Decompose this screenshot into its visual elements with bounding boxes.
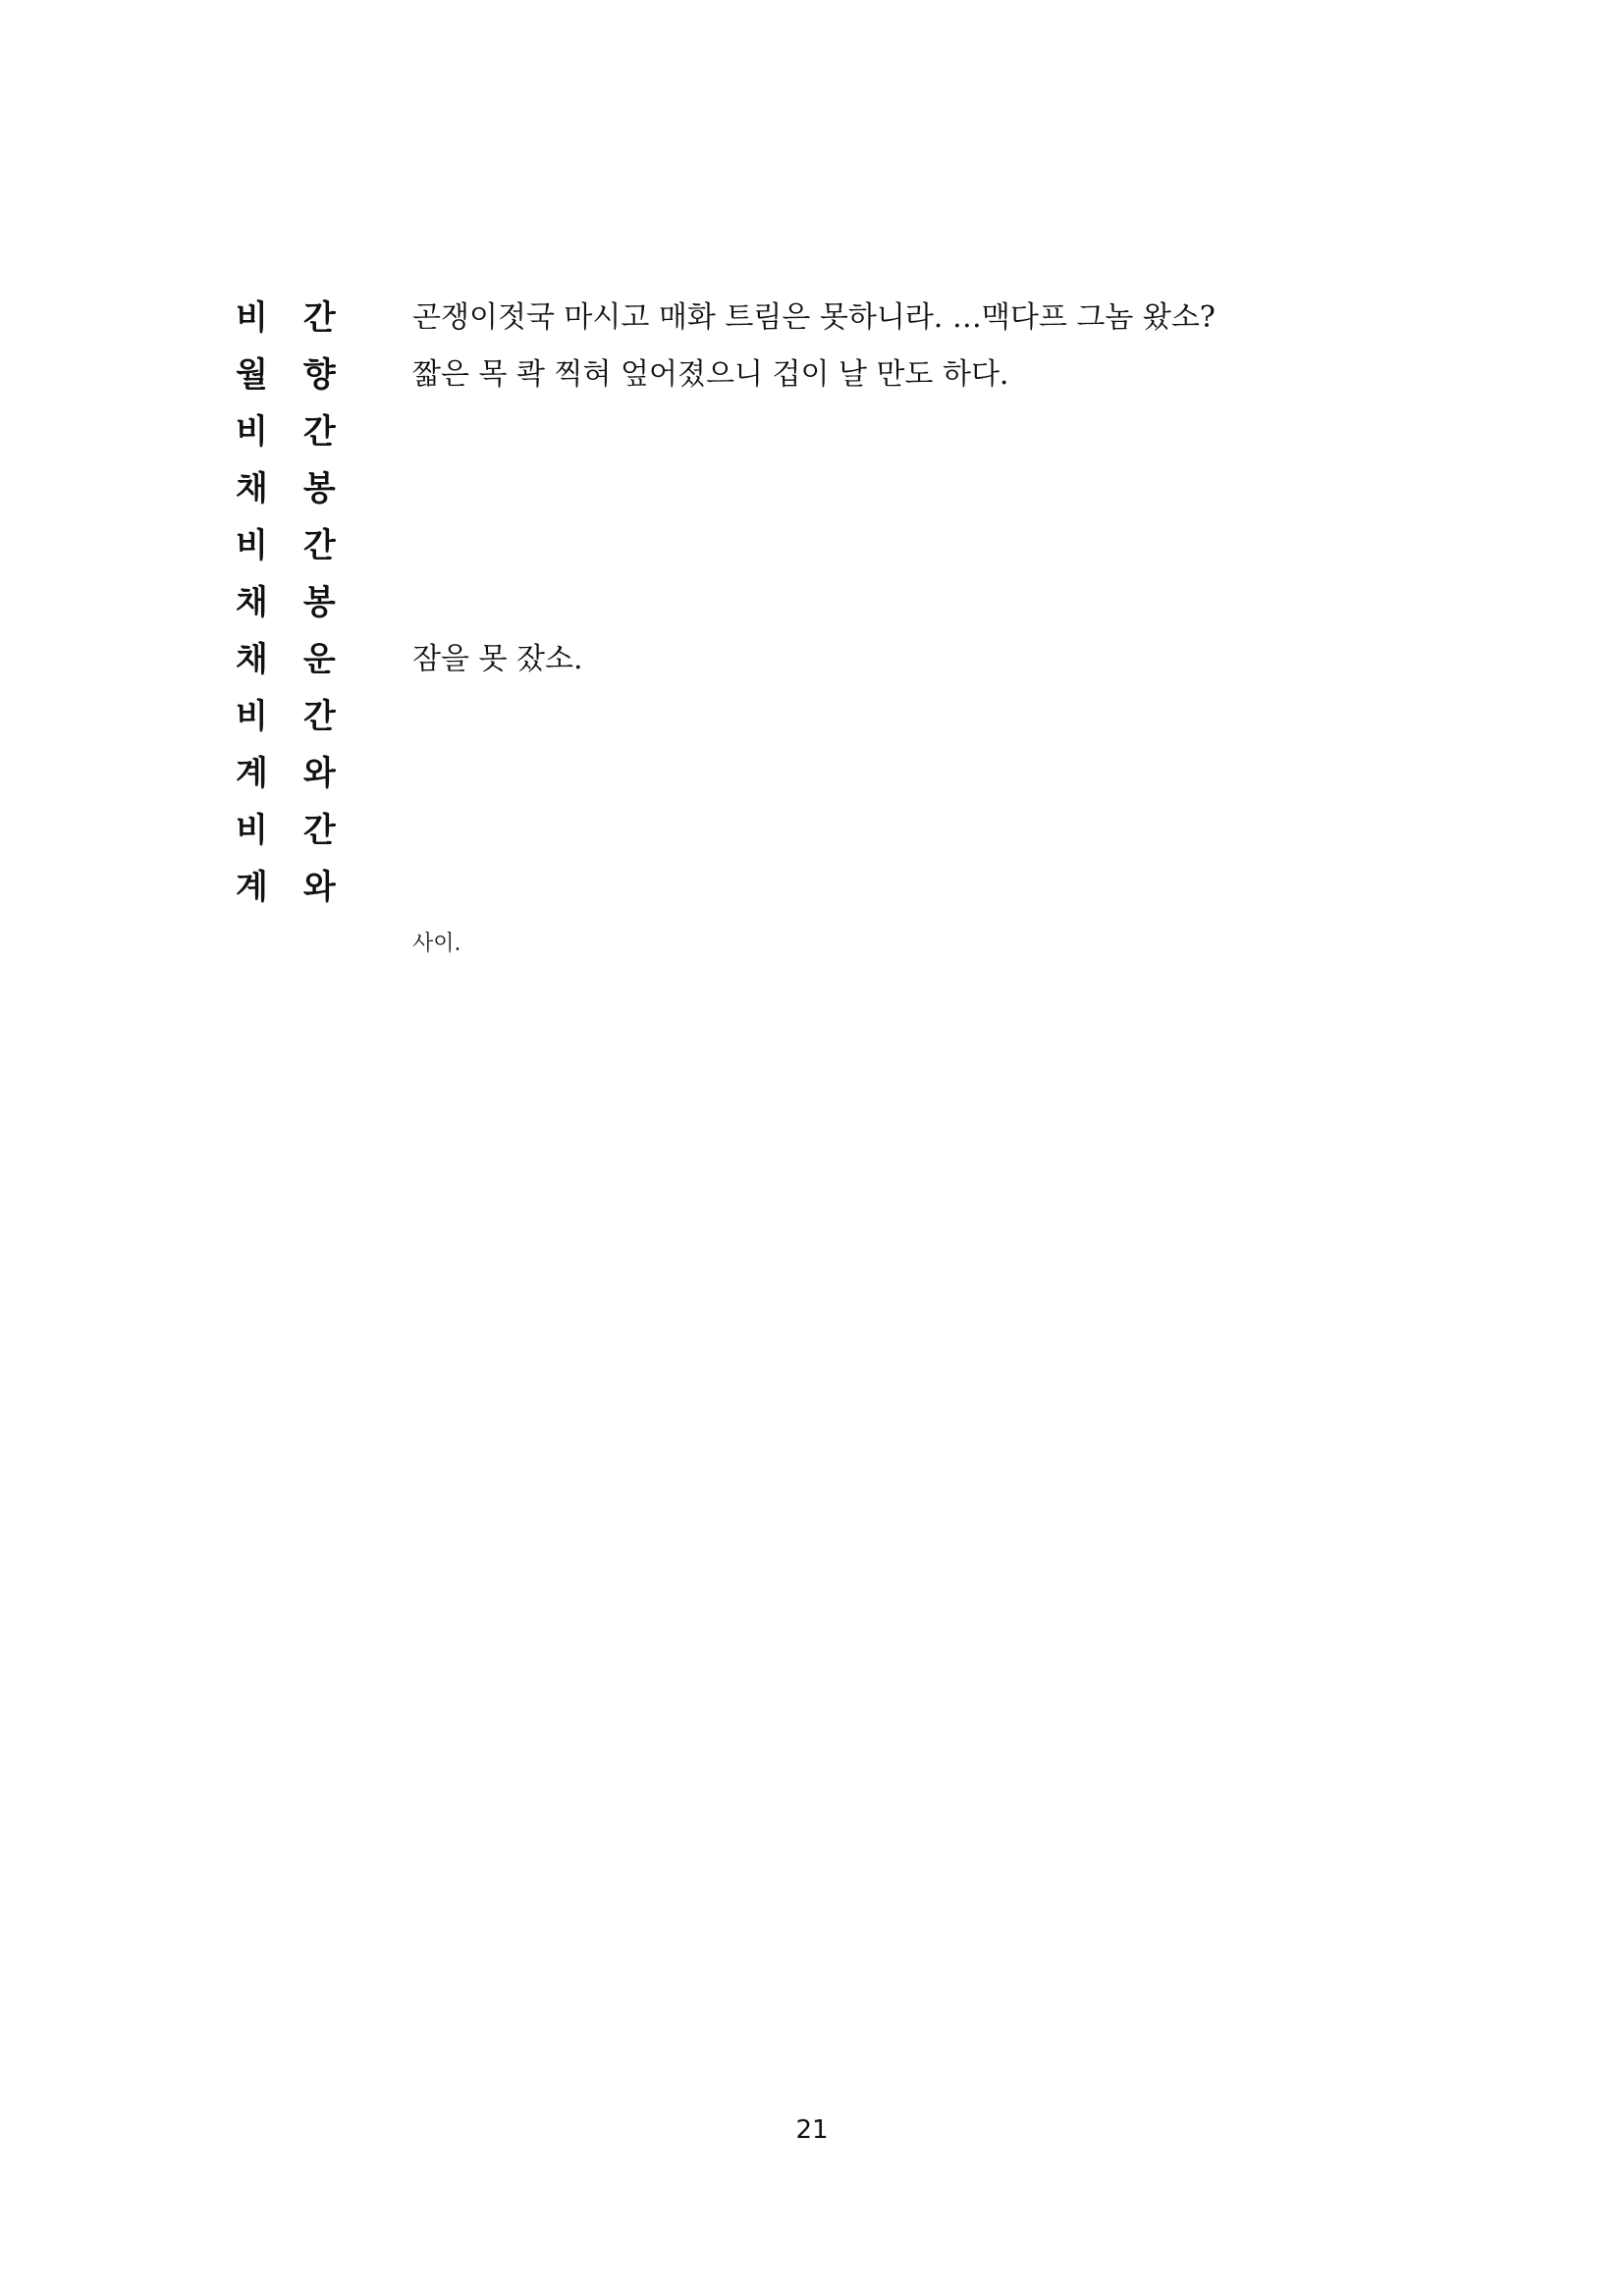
dialogue-entry — [236, 579, 1404, 626]
speaker-name — [236, 636, 412, 683]
dialogue-line: 곤쟁이젓국 마시고 매화 트림은 못하니라. …맥다프 그놈 왔소? — [412, 300, 1216, 335]
speaker-name — [236, 579, 412, 626]
speaker-char: 봉 — [302, 583, 336, 622]
speaker-char: 계 — [236, 868, 268, 907]
dialogue-line — [412, 465, 1404, 512]
dialogue-line — [412, 750, 1404, 797]
speaker-char: 간 — [302, 697, 336, 736]
speaker-char: 비 — [236, 526, 268, 565]
dialogue-entry — [236, 636, 1404, 683]
speaker-char: 채 — [236, 469, 268, 508]
dialogue-line — [412, 579, 1404, 626]
dialogue-line — [412, 807, 1404, 854]
speaker-name — [236, 351, 412, 399]
dialogue-entry — [236, 408, 1404, 455]
speaker-name — [236, 750, 412, 797]
speaker-char: 와 — [302, 868, 336, 907]
speaker-char: 월 — [236, 355, 268, 395]
speaker-name — [236, 807, 412, 854]
speaker-char: 간 — [302, 298, 336, 338]
page-number: 21 — [795, 2115, 829, 2145]
dialogue-entry — [236, 465, 1404, 512]
speaker-name — [236, 522, 412, 569]
dialogue-entry — [236, 351, 1404, 399]
speaker-char: 향 — [302, 355, 336, 395]
speaker-char: 비 — [236, 298, 268, 338]
speaker-name — [236, 864, 412, 911]
dialogue-line — [412, 408, 1404, 455]
dialogue-entry — [236, 693, 1404, 740]
dialogue-line — [412, 522, 1404, 569]
speaker-char: 운 — [302, 640, 336, 679]
speaker-char: 채 — [236, 583, 268, 622]
speaker-name — [236, 294, 412, 342]
speaker-char: 간 — [302, 811, 336, 850]
dialogue-line — [412, 864, 1404, 911]
dialogue-line: 잠을 못 잤소. — [412, 642, 583, 676]
speaker-char: 간 — [302, 526, 336, 565]
speaker-name — [236, 408, 412, 455]
dialogue-line: 짧은 목 콱 찍혀 엎어졌으니 겁이 날 만도 하다. — [412, 357, 1009, 392]
dialogue-entry — [236, 522, 1404, 569]
dialogue-entry — [236, 807, 1404, 854]
speaker-char: 간 — [302, 412, 336, 452]
speaker-name — [236, 693, 412, 740]
dialogue-entry — [236, 864, 1404, 911]
script-body — [236, 294, 1404, 978]
speaker-char: 비 — [236, 412, 268, 452]
speaker-char: 봉 — [302, 469, 336, 508]
speaker-char: 비 — [236, 811, 268, 850]
speaker-char: 비 — [236, 697, 268, 736]
speaker-char: 와 — [302, 754, 336, 793]
stage-direction: 사이. — [412, 932, 461, 956]
dialogue-entry — [236, 294, 1404, 342]
dialogue-line — [412, 693, 1404, 740]
speaker-char: 채 — [236, 640, 268, 679]
dialogue-entry — [236, 750, 1404, 797]
speaker-name — [236, 465, 412, 512]
speaker-char: 계 — [236, 754, 268, 793]
